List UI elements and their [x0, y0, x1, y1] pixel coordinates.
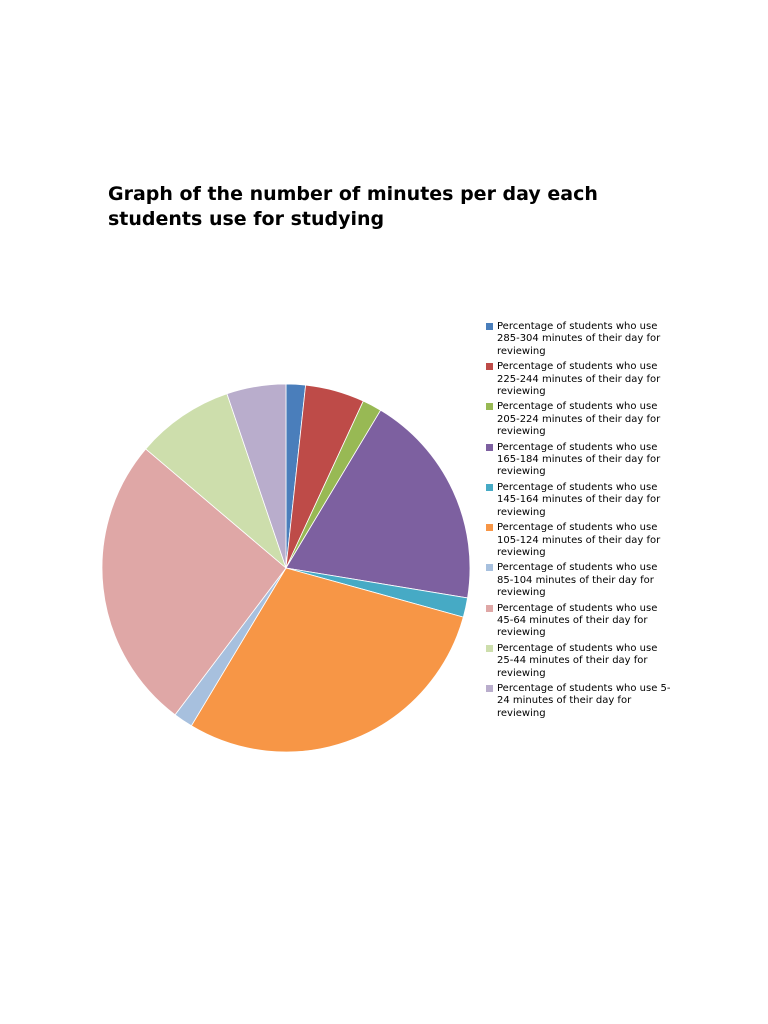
legend-label: Percentage of students who use 285-304 minutes of their day for reviewing	[497, 321, 661, 357]
legend-label: Percentage of students who use 205-224 minutes of their day for reviewing	[497, 401, 661, 438]
legend-swatch	[486, 403, 493, 410]
legend-item-6	[484, 522, 676, 559]
legend-item-2	[484, 361, 676, 398]
legend-label: Percentage of students who use 85-104 minutes of their day for reviewing	[497, 562, 658, 599]
legend-item-4	[484, 442, 676, 479]
legend-swatch	[486, 645, 493, 652]
legend-label: Percentage of students who use 225-244 minutes of their day for reviewing	[497, 361, 661, 398]
legend-item-5	[484, 482, 676, 519]
legend-swatch	[486, 484, 493, 491]
legend-label: Percentage of students who use 45-64 minutes of their day for reviewing	[497, 602, 658, 639]
legend-swatch	[486, 564, 493, 571]
legend-swatch	[486, 323, 493, 330]
legend-item-3	[484, 401, 676, 438]
legend-swatch	[486, 605, 493, 612]
legend-swatch	[486, 685, 493, 692]
legend-label: Percentage of students who use 145-164 minutes of their day for reviewing	[497, 481, 661, 518]
legend-label: Percentage of students who use 25-44 minutes of their day for reviewing	[497, 642, 658, 679]
legend-swatch	[486, 524, 493, 531]
legend-swatch	[486, 444, 493, 451]
chart-legend	[484, 321, 676, 723]
legend-item-10	[484, 683, 676, 720]
legend-label: Percentage of students who use 5-24 minutes of their day for reviewing	[497, 682, 671, 719]
legend-item-7	[484, 562, 676, 599]
legend-item-9	[484, 643, 676, 680]
legend-label: Percentage of students who use 165-184 minutes of their day for reviewing	[497, 441, 661, 478]
legend-item-8	[484, 603, 676, 640]
legend-label: Percentage of students who use 105-124 minutes of their day for reviewing	[497, 522, 661, 558]
legend-item-1	[484, 321, 676, 358]
chart-title: Graph of the number of minutes per day each students use for studying	[108, 183, 598, 230]
legend-swatch	[486, 363, 493, 370]
